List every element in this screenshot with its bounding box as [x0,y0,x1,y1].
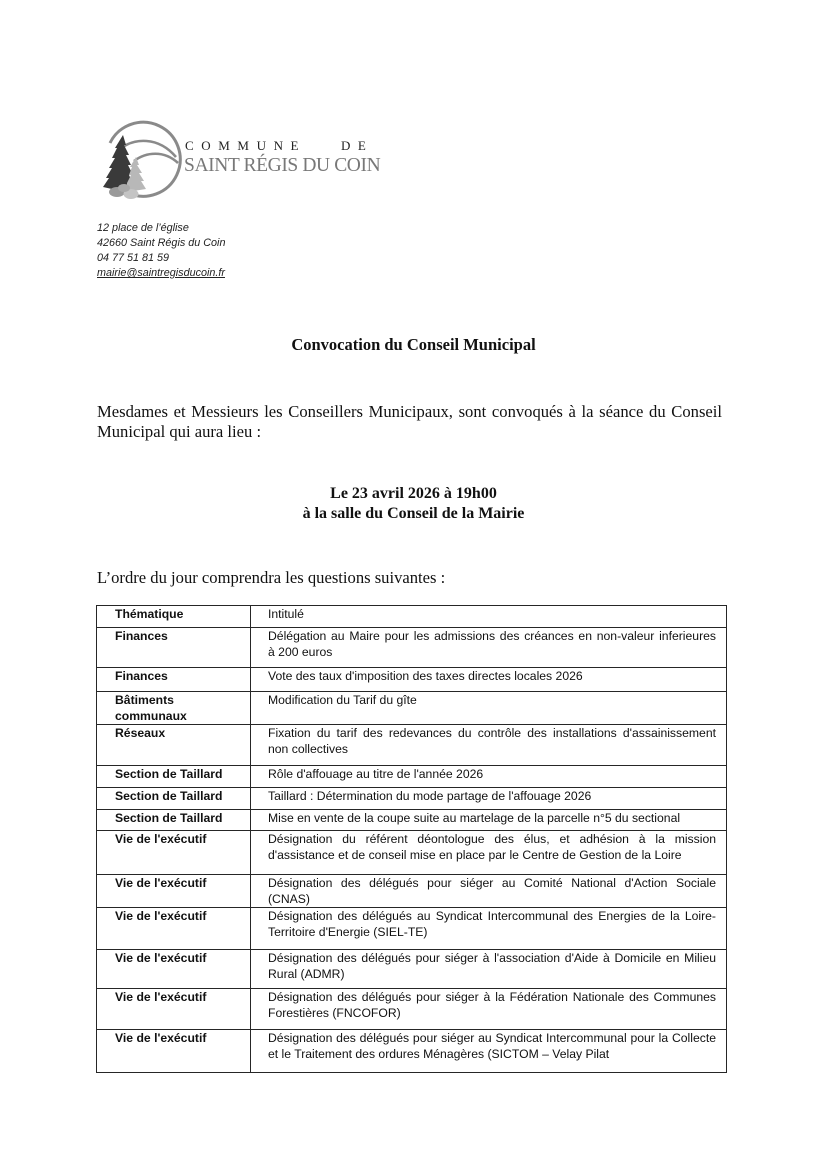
meeting-info [0,484,827,524]
table-row [97,950,727,989]
title-cell [251,989,727,1030]
title-cell [251,875,727,908]
title-cell [251,810,727,831]
table-row [97,668,727,692]
commune-name: SAINT RÉGIS DU COIN [184,155,381,176]
title-line: non collectives [268,741,348,756]
table-row [97,875,727,908]
theme-cell: Vie de l'exécutif [97,908,251,950]
title-line: Désignation des délégués pour siéger à l'association d'Aide à Domicile en Milieu [268,951,716,965]
table-header-row [97,606,727,628]
table-row [97,788,727,810]
address-phone: 04 77 51 81 59 [97,252,170,264]
table-row [97,628,727,668]
header-title: Intitulé [251,606,727,628]
title-line: Mise en vente de la coupe suite au martelage de la parcelle n°5 du sectional [268,811,681,825]
title-cell [251,766,727,788]
theme-cell: Réseaux [97,725,251,766]
theme-cell: Section de Taillard [97,810,251,831]
title-line: Délégation au Maire pour les admissions des créances en non-valeur inferieures [268,629,716,643]
theme-cell: Vie de l'exécutif [97,831,251,875]
title-line: Désignation du référent déontologue des élus, et adhésion à la mission [268,832,716,846]
title-cell [251,692,727,725]
meeting-location: à la salle du Conseil de la Mairie [302,505,525,522]
commune-label: COMMUNE DE [185,138,374,153]
theme-cell: Section de Taillard [97,766,251,788]
address-email-link[interactable]: mairie@saintregisducoin.fr [97,267,225,279]
title-line: Rural (ADMR) [268,966,345,981]
title-line: à 200 euros [268,644,333,659]
title-line: (CNAS) [268,891,310,906]
agenda-table [96,605,727,1073]
address-city: 42660 Saint Régis du Coin [97,237,226,249]
title-cell [251,1030,727,1073]
title-cell [251,908,727,950]
intro-paragraph: Mesdames et Messieurs les Conseillers Municipaux, sont convoqués à la séance du Conseil Municipal qui aura lieu : [97,402,722,441]
theme-cell: Finances [97,668,251,692]
title-line: Rôle d'affouage au titre de l'année 2026 [268,767,484,781]
title-cell [251,628,727,668]
title-line: Territoire d'Energie (SIEL-TE) [268,924,428,939]
title-line: Taillard : Détermination du mode partage de l'affouage 2026 [268,789,592,803]
theme-cell: Section de Taillard [97,788,251,810]
commune-logo-icon [98,117,184,199]
table-row [97,766,727,788]
agenda-intro: L’ordre du jour comprendra les questions suivantes : [97,568,446,587]
table-row [97,810,727,831]
title-cell [251,668,727,692]
title-line: Désignation des délégués au Syndicat Intercommunal des Energies de la Loire- [268,909,716,923]
table-row [97,692,727,725]
theme-cell: Vie de l'exécutif [97,950,251,989]
table-row [97,831,727,875]
table-row [97,725,727,766]
title-line: Fixation du tarif des redevances du contrôle des installations d'assainissement [268,726,716,740]
address-street: 12 place de l’église [97,222,189,234]
theme-cell: Finances [97,628,251,668]
title-line: Désignation des délégués pour siéger à la Fédération Nationale des Communes [268,990,716,1004]
title-cell [251,950,727,989]
title-cell [251,831,727,875]
header-theme: Thématique [97,606,251,628]
theme-cell: Vie de l'exécutif [97,875,251,908]
table-row [97,908,727,950]
table-row [97,1030,727,1073]
page-title: Convocation du Conseil Municipal [291,335,536,354]
title-line: Désignation des délégués pour siéger au Syndicat Intercommunal pour la Collecte [268,1031,716,1045]
theme-cell: Vie de l'exécutif [97,989,251,1030]
title-line: et le Traitement des ordures Ménagères (SICTOM – Velay Pilat [268,1046,610,1061]
title-line: d'assistance et de conseil mise en place par le Centre de Gestion de la Loire [268,847,682,862]
title-line: Vote des taux d'imposition des taxes directes locales 2026 [268,669,583,683]
title-line: Forestières (FNCOFOR) [268,1005,401,1020]
theme-cell: Vie de l'exécutif [97,1030,251,1073]
table-row [97,989,727,1030]
meeting-datetime: Le 23 avril 2026 à 19h00 [330,485,497,502]
title-cell [251,788,727,810]
theme-cell: Bâtiments communaux [97,692,251,725]
title-line: Désignation des délégués pour siéger au Comité National d'Action Sociale [268,876,716,890]
address-block [97,221,225,281]
title-cell [251,725,727,766]
title-line: Modification du Tarif du gîte [268,693,417,707]
